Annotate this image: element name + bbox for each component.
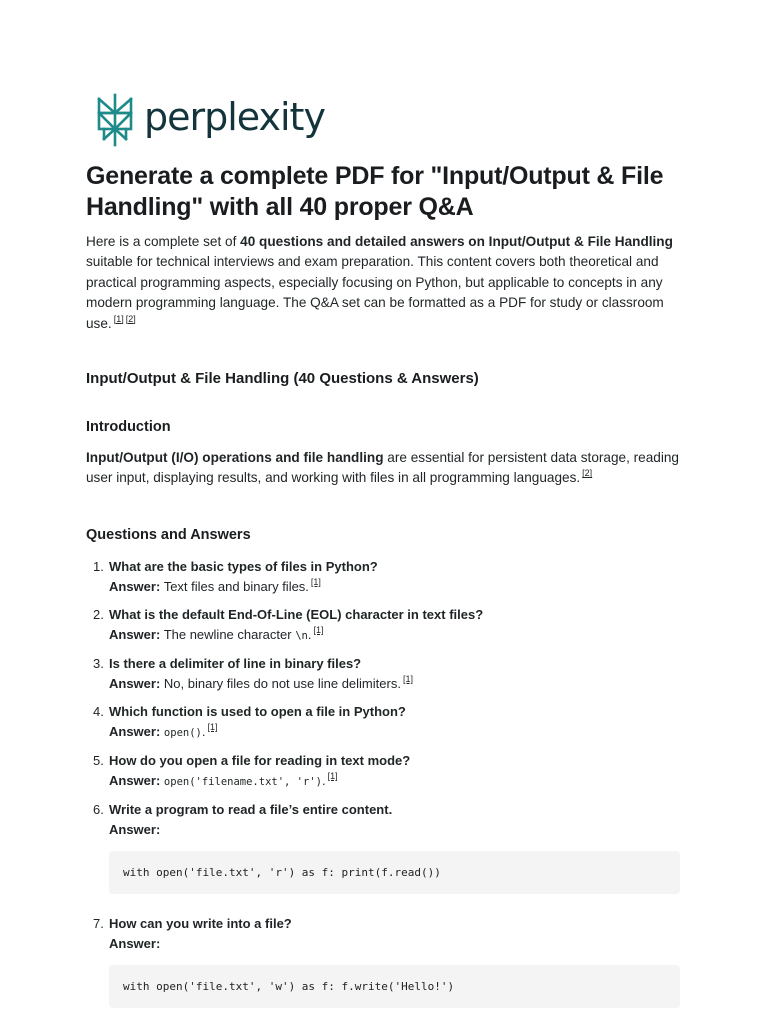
answer-line: Answer: open('filename.txt', 'r'). [1] xyxy=(109,771,338,788)
list-item xyxy=(86,605,682,646)
item-number: 1. xyxy=(93,559,104,574)
perplexity-logo-icon xyxy=(94,93,136,147)
citation-link[interactable]: [1] xyxy=(310,577,321,587)
question-text: What is the default End-Of-Line (EOL) character in text files? xyxy=(109,607,484,622)
citation-link[interactable]: [1] xyxy=(327,771,338,781)
citation-link[interactable]: [2] xyxy=(582,468,593,479)
citation-link[interactable]: [1] xyxy=(113,313,124,324)
item-number: 5. xyxy=(93,753,104,768)
answer-line: Answer: The newline character \n. [1] xyxy=(109,625,324,642)
intro-text-post: suitable for technical interviews and exam preparation. This content covers both theoretical and practical programming aspects, especially focusing on Python, but applicable to concepts in any modern programming language. The Q&A set can be formatted as a PDF for study or classroom use. xyxy=(86,254,664,331)
answer-line xyxy=(109,820,682,840)
section-title: Input/Output & File Handling (40 Questions & Answers) xyxy=(86,370,479,387)
list-item xyxy=(86,654,682,694)
introduction-text: are essential for persistent data storage, reading user input, displaying results, and working with files in all programming languages. xyxy=(86,450,679,486)
introduction-heading: Introduction xyxy=(86,419,171,435)
item-number: 3. xyxy=(93,656,104,671)
question-text: What are the basic types of files in Python? xyxy=(109,559,378,574)
logo-wordmark: perplexity xyxy=(144,95,325,139)
item-number: 7. xyxy=(93,916,104,931)
question-text: How can you write into a file? xyxy=(109,916,292,931)
question-text: How do you open a file for reading in text mode? xyxy=(109,753,411,768)
list-item xyxy=(86,557,682,597)
answer-line: Answer: Text files and binary files. [1] xyxy=(109,577,321,594)
inline-code: \n xyxy=(295,630,308,642)
page-title: Generate a complete PDF for "Input/Output & File Handling" with all 40 proper Q&A xyxy=(86,162,664,221)
list-item xyxy=(86,800,682,894)
intro-paragraph xyxy=(86,232,682,334)
citation-link[interactable]: [1] xyxy=(402,674,413,684)
answer-label: Answer: xyxy=(109,627,161,642)
qa-heading: Questions and Answers xyxy=(86,527,251,543)
qa-list xyxy=(86,557,682,1008)
citation-link[interactable]: [1] xyxy=(313,625,324,635)
list-item xyxy=(86,702,682,743)
citation-link[interactable]: [1] xyxy=(207,722,218,732)
inline-code: open('filename.txt', 'r') xyxy=(163,776,322,788)
item-number: 2. xyxy=(93,607,104,622)
citation-link[interactable]: [2] xyxy=(125,313,136,324)
answer-line: Answer: open(). [1] xyxy=(109,722,218,739)
answer-line xyxy=(109,934,682,954)
item-number: 4. xyxy=(93,704,104,719)
question-text: Is there a delimiter of line in binary files? xyxy=(109,656,362,671)
introduction-paragraph xyxy=(86,448,682,489)
intro-bold: 40 questions and detailed answers on Input/Output & File Handling xyxy=(240,234,673,249)
answer-label: Answer: xyxy=(109,579,161,594)
intro-text-pre: Here is a complete set of xyxy=(86,234,241,249)
answer-label: Answer: xyxy=(109,936,161,951)
answer-label: Answer: xyxy=(109,724,161,739)
code-block: with open('file.txt', 'r') as f: print(f.read()) xyxy=(109,851,680,894)
answer-line: Answer: No, binary files do not use line delimiters. [1] xyxy=(109,674,413,691)
question-text: Which function is used to open a file in Python? xyxy=(109,704,406,719)
answer-label: Answer: xyxy=(109,822,161,837)
perplexity-logo xyxy=(94,93,325,147)
question-text: Write a program to read a file’s entire content. xyxy=(109,802,393,817)
code-block: with open('file.txt', 'w') as f: f.write('Hello!') xyxy=(109,965,680,1008)
list-item xyxy=(86,914,682,1008)
list-item xyxy=(86,751,682,792)
answer-label: Answer: xyxy=(109,773,161,788)
introduction-bold: Input/Output (I/O) operations and file handling xyxy=(86,450,384,465)
item-number: 6. xyxy=(93,802,104,817)
inline-code: open() xyxy=(163,727,202,739)
answer-label: Answer: xyxy=(109,676,161,691)
